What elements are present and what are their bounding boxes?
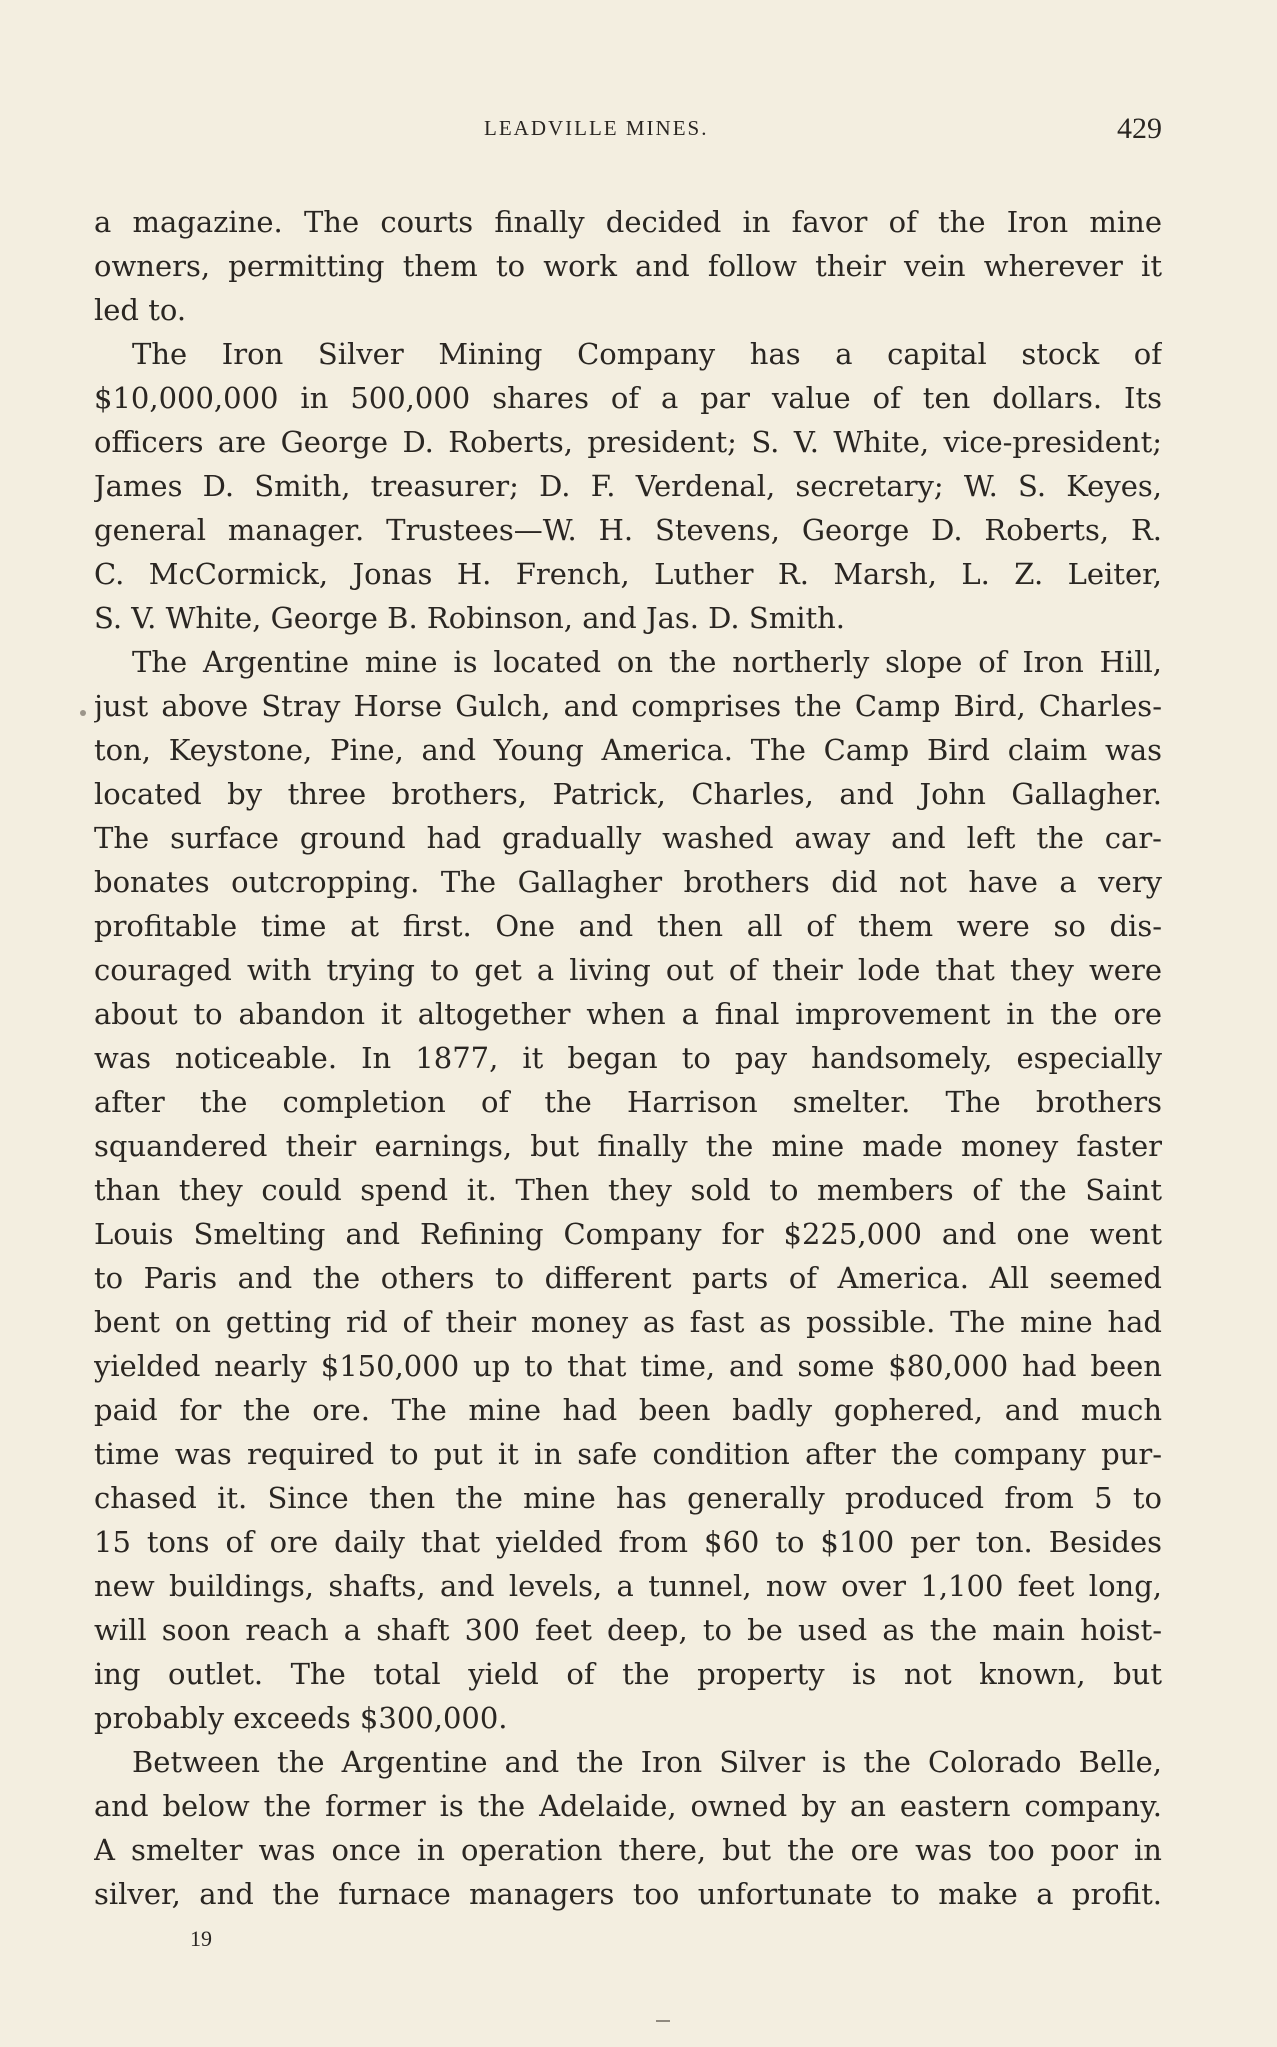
text-line: Between the Argentine and the Iron Silver is the Colorado Belle, <box>132 1745 1162 1779</box>
text-line: C. McCormick, Jonas H. French, Luther R. Marsh, L. Z. Leiter, <box>94 557 1162 591</box>
text-line: ing outlet. The total yield of the property is not known, but <box>94 1657 1162 1691</box>
margin-dot-mark <box>80 710 86 716</box>
text-line: probably exceeds $300,000. <box>94 1701 508 1735</box>
text-line: owners, permitting them to work and follow their vein wherever it <box>94 249 1162 283</box>
signature-mark: 19 <box>190 1926 212 1951</box>
text-line: ton, Keystone, Pine, and Young America. The Camp Bird claim was <box>94 733 1162 767</box>
text-line: about to abandon it altogether when a final improvement in the ore <box>94 997 1162 1031</box>
text-line: located by three brothers, Patrick, Charles, and John Gallagher. <box>94 777 1162 811</box>
text-line: $10,000,000 in 500,000 shares of a par value of ten dollars. Its <box>94 381 1162 415</box>
text-line: chased it. Since then the mine has generally produced from 5 to <box>94 1481 1162 1515</box>
text-line: couraged with trying to get a living out of their lode that they were <box>94 953 1162 987</box>
text-line: bent on getting rid of their money as fast as possible. The mine had <box>94 1305 1162 1339</box>
running-head-title: LEADVILLE MINES. <box>484 116 709 140</box>
text-line: The Argentine mine is located on the northerly slope of Iron Hill, <box>132 645 1162 679</box>
text-line: The surface ground had gradually washed away and left the car- <box>94 821 1162 855</box>
text-line: to Paris and the others to different parts of America. All seemed <box>94 1261 1162 1295</box>
text-line: was noticeable. In 1877, it began to pay handsomely, especially <box>94 1041 1162 1075</box>
text-line: led to. <box>94 293 187 327</box>
text-line: bonates outcropping. The Gallagher brothers did not have a very <box>94 865 1162 899</box>
text-line: squandered their earnings, but finally the mine made money faster <box>94 1129 1162 1163</box>
text-line: yielded nearly $150,000 up to that time, and some $80,000 had been <box>94 1349 1162 1383</box>
running-head <box>94 112 1162 152</box>
text-line: officers are George D. Roberts, president; S. V. White, vice-president; <box>94 425 1162 459</box>
text-line: James D. Smith, treasurer; D. F. Verdenal, secretary; W. S. Keyes, <box>94 469 1162 503</box>
text-line: new buildings, shafts, and levels, a tunnel, now over 1,100 feet long, <box>94 1569 1162 1603</box>
text-line: after the completion of the Harrison smelter. The brothers <box>94 1085 1162 1119</box>
text-line: S. V. White, George B. Robinson, and Jas. D. Smith. <box>94 601 846 635</box>
body-text <box>94 200 1162 1916</box>
text-line: profitable time at first. One and then all of them were so dis- <box>94 909 1162 943</box>
text-line: time was required to put it in safe condition after the company pur- <box>94 1437 1162 1471</box>
text-line: will soon reach a shaft 300 feet deep, to be used as the main hoist- <box>94 1613 1162 1647</box>
text-line: The Iron Silver Mining Company has a capital stock of <box>132 337 1162 371</box>
text-line: a magazine. The courts finally decided in favor of the Iron mine <box>94 205 1162 239</box>
text-line: paid for the ore. The mine had been badly gophered, and much <box>94 1393 1162 1427</box>
footer-dash <box>656 2020 670 2022</box>
text-line: A smelter was once in operation there, but the ore was too poor in <box>94 1833 1162 1867</box>
text-line: just above Stray Horse Gulch, and comprises the Camp Bird, Charles- <box>94 689 1162 723</box>
text-line: silver, and the furnace managers too unfortunate to make a profit. <box>94 1877 1162 1911</box>
text-line: 15 tons of ore daily that yielded from $60 to $100 per ton. Besides <box>94 1525 1162 1559</box>
page-number: 429 <box>1117 112 1162 145</box>
text-line: than they could spend it. Then they sold to members of the Saint <box>94 1173 1162 1207</box>
text-line: general manager. Trustees—W. H. Stevens, George D. Roberts, R. <box>94 513 1162 547</box>
text-line: and below the former is the Adelaide, owned by an eastern company. <box>94 1789 1162 1823</box>
text-line: Louis Smelting and Refining Company for $225,000 and one went <box>94 1217 1162 1251</box>
